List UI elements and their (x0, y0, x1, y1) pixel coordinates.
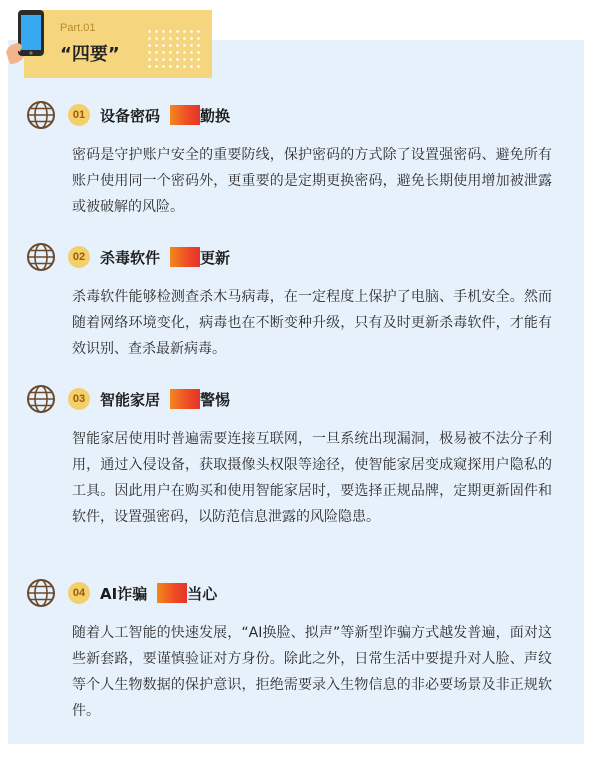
highlight-bar (170, 105, 200, 125)
item-number-badge: 03 (68, 388, 90, 410)
part-label: Part.01 (60, 22, 96, 34)
globe-icon (26, 578, 56, 608)
globe-icon (26, 100, 56, 130)
list-item (26, 384, 566, 530)
hand-phone-icon (4, 8, 48, 66)
list-item (26, 100, 566, 220)
item-title-subject: 智能家居 (100, 390, 161, 409)
item-title-subject: 杀毒软件 (100, 248, 161, 267)
item-title (100, 104, 230, 126)
item-title-action: 勤换 (200, 106, 231, 125)
item-title-action: 更新 (200, 248, 231, 267)
item-body: 随着人工智能的快速发展，“AI换脸、拟声”等新型诈骗方式越发普遍，面对这些新套路，要谨慎验证对方身份。除此之外，日常生活中要提升对人脸、声纹等个人生物数据的保护意识，拒绝需要录入生物信息的非必要场景及非正规软件。 (72, 625, 552, 719)
item-title (100, 388, 230, 410)
globe-icon (26, 242, 56, 272)
dot-pattern (146, 28, 200, 70)
item-title-action: 警惕 (200, 390, 231, 409)
section-title: “四要” (60, 44, 120, 65)
list-item (26, 578, 566, 724)
item-body: 杀毒软件能够检测查杀木马病毒，在一定程度上保护了电脑、手机安全。然而随着网络环境变化，病毒也在不断变种升级，只有及时更新杀毒软件，才能有效识别、查杀最新病毒。 (72, 289, 552, 357)
globe-icon (26, 384, 56, 414)
item-title (100, 246, 230, 268)
highlight-bar (157, 583, 187, 603)
item-number-badge: 04 (68, 582, 90, 604)
item-number-badge: 02 (68, 246, 90, 268)
item-body: 密码是守护账户安全的重要防线，保护密码的方式除了设置强密码、避免所有账户使用同一个密码外，更重要的是定期更换密码，避免长期使用增加被泄露或被破解的风险。 (72, 147, 552, 215)
section-header (24, 10, 212, 78)
item-body: 智能家居使用时普遍需要连接互联网，一旦系统出现漏洞，极易被不法分子利用，通过入侵设备，获取摄像头权限等途径，使智能家居变成窥探用户隐私的工具。因此用户在购买和使用智能家居时，要选择正规品牌，定期更新固件和软件，设置强密码，以防范信息泄露的风险隐患。 (72, 431, 552, 525)
item-title-subject: 设备密码 (100, 106, 161, 125)
highlight-bar (170, 389, 200, 409)
item-title (100, 582, 217, 604)
list-item (26, 242, 566, 362)
highlight-bar (170, 247, 200, 267)
item-title-subject: AI诈骗 (100, 584, 148, 603)
item-number-badge: 01 (68, 104, 90, 126)
item-title-action: 当心 (187, 584, 218, 603)
